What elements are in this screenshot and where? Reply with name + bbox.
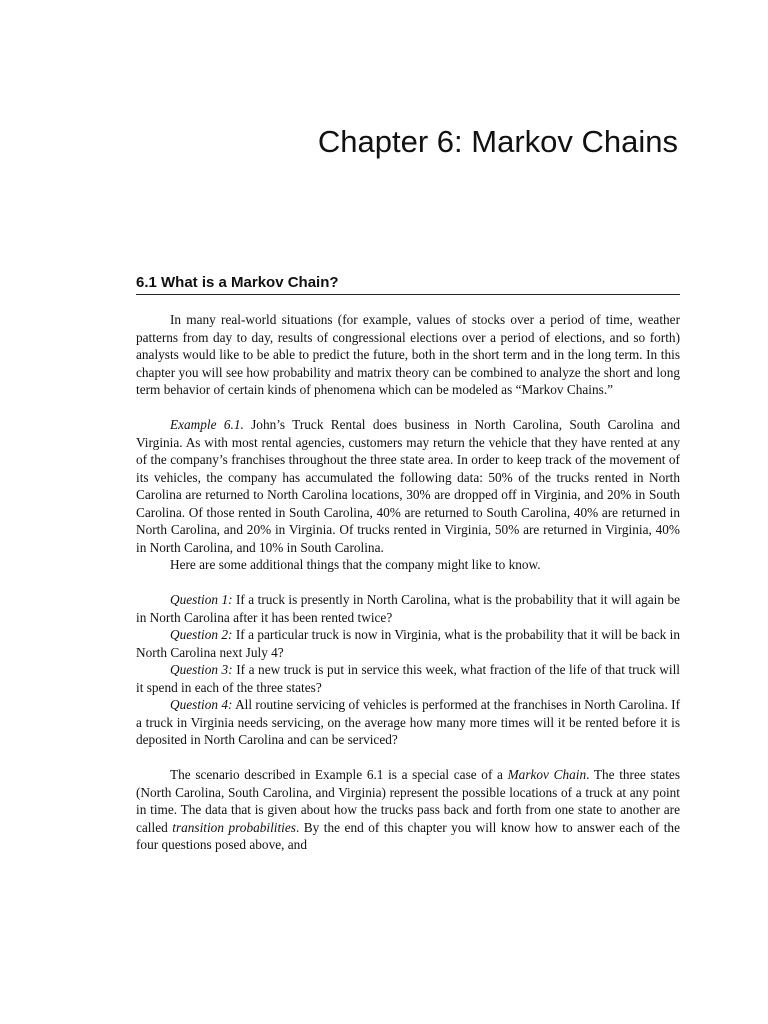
final-text-3: . By the end of this chapter you will know how to answer each of the four questions posed above, and (136, 819, 680, 852)
question-label: Question 3: (170, 662, 233, 677)
example-paragraph (136, 416, 680, 556)
term-transition-probabilities: transition probabilities (172, 819, 296, 835)
example-label: Example 6.1. (170, 417, 244, 432)
question-2 (136, 626, 680, 661)
question-4 (136, 696, 680, 749)
question-text: If a new truck is put in service this week, what fraction of the life of that truck will it spend in each of the three states? (136, 662, 680, 695)
question-text: All routine servicing of vehicles is performed at the franchises in North Carolina. If a truck in Virginia needs servicing, on the average how many more times will it be rented before it is deposited in North Carolina and can be serviced? (136, 697, 680, 747)
question-label: Question 2: (170, 627, 233, 642)
body-text (136, 311, 680, 854)
chapter-title: Chapter 6: Markov Chains (317, 124, 678, 159)
final-text-1: The scenario described in Example 6.1 is a special case of a (170, 767, 508, 782)
term-markov-chain: Markov Chain (507, 767, 587, 782)
section-heading: 6.1 What is a Markov Chain? (136, 274, 680, 295)
question-3 (136, 661, 680, 696)
question-label: Question 1: (170, 592, 233, 607)
final-text-2: . The three states (North Carolina, South Carolina, and Virginia) represent the possible locations of a truck at any point in time. The data that is given about how the trucks pass back and forth from one state to another are called (136, 767, 680, 835)
question-label: Question 4: (170, 697, 233, 712)
question-text: If a truck is presently in North Carolina, what is the probability that it will again be in North Carolina after it has been rented twice? (136, 592, 680, 625)
intro-paragraph: In many real-world situations (for example, values of stocks over a period of time, weather patterns from day to day, results of congressional elections over a period of elections, and so forth) analysts would like to be able to predict the future, both in the short term and in the long term. In this chapter you will see how probability and matrix theory can be combined to analyze the short and long term behavior of certain kinds of phenomena which can be modeled as “Markov Chains.” (136, 312, 680, 397)
question-text: If a particular truck is now in Virginia, what is the probability that it will be back in North Carolina next July 4? (136, 627, 680, 660)
additional-paragraph: Here are some additional things that the company might like to know. (170, 557, 541, 572)
question-1 (136, 591, 680, 626)
final-paragraph (136, 766, 680, 854)
example-text: John’s Truck Rental does business in North Carolina, South Carolina and Virginia. As with most rental agencies, customers may return the vehicle that they have rented at any of the company’s franchises throughout the three state area. In order to keep track of the movement of its vehicles, the company has accumulated the following data: 50% of the trucks rented in North Carolina are returned to North Carolina locations, 30% are dropped off in Virginia, and 20% in South Carolina. Of those rented in South Carolina, 40% are returned to South Carolina, 40% are returned in North Carolina, and 20% in Virginia. Of trucks rented in Virginia, 50% are returned in Virginia, 40% in North Carolina, and 10% in South Carolina. (136, 417, 680, 555)
